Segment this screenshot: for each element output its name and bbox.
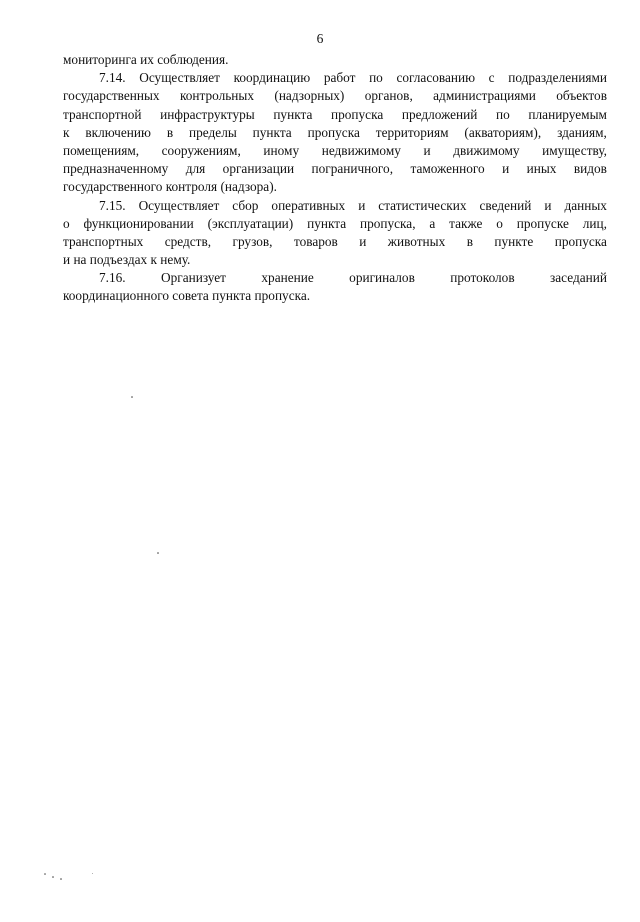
word: пропуске [516, 215, 569, 231]
word: согласованию [396, 70, 476, 86]
word: (эксплуатации) [207, 215, 294, 231]
text-line [63, 269, 607, 287]
word: к [63, 124, 70, 140]
scan-speck [44, 873, 46, 875]
word: в [166, 124, 174, 140]
word: администрациями [433, 88, 536, 104]
word: хранение [261, 270, 314, 286]
scan-speck [131, 396, 133, 398]
word: и [502, 161, 510, 177]
word: пункта [273, 106, 313, 122]
word: и [423, 142, 431, 158]
word: оперативных [271, 197, 346, 213]
word: по [496, 106, 510, 122]
word: территориям [375, 124, 449, 140]
word: предназначенному [63, 161, 169, 177]
word: пропуска, [359, 215, 416, 231]
word: статистических [378, 197, 467, 213]
word: протоколов [450, 270, 515, 286]
word: и [359, 233, 367, 249]
scan-speck [92, 873, 93, 874]
scan-speck [60, 878, 62, 880]
word: иному [263, 142, 300, 158]
word: пункте [494, 233, 534, 249]
word: пункта [307, 215, 347, 231]
text-line [63, 215, 607, 233]
word: органов, [364, 88, 413, 104]
word: о [496, 215, 503, 231]
word: и [358, 197, 366, 213]
word: сведений [479, 197, 532, 213]
scan-speck [52, 876, 54, 878]
word: Организует [161, 270, 226, 286]
word: пропуска [307, 124, 360, 140]
word: для [185, 161, 206, 177]
word: таможенного [410, 161, 485, 177]
word: сооружениям, [161, 142, 241, 158]
text-line [63, 197, 607, 215]
text-line [63, 142, 607, 160]
word: помещениям, [63, 142, 140, 158]
word: (надзорных) [274, 88, 345, 104]
word: 7.14. [99, 70, 126, 86]
word: предложений [401, 106, 478, 122]
word: работ [323, 70, 356, 86]
word: движимому [453, 142, 520, 158]
word: (акваториям), [464, 124, 542, 140]
word: планируемым [528, 106, 607, 122]
text-line [63, 233, 607, 251]
text-line: мониторинга их соблюдения. [63, 52, 229, 67]
word: а [429, 215, 436, 231]
word: функционировании [83, 215, 194, 231]
word: зданиям, [557, 124, 607, 140]
word: 7.15. [99, 197, 126, 213]
word: координацию [233, 70, 311, 86]
word: транспортной [63, 106, 142, 122]
word: животных [387, 233, 446, 249]
word: пропуска [554, 233, 607, 249]
word: сбор [232, 197, 259, 213]
word: включению [85, 124, 151, 140]
word: объектов [556, 88, 607, 104]
page-number: 6 [316, 31, 324, 46]
word: данных [564, 197, 607, 213]
text-line [63, 106, 607, 124]
word: Осуществляет [138, 197, 220, 213]
word: подразделениями [508, 70, 607, 86]
word: иных [526, 161, 557, 177]
text-line: координационного совета пункта пропуска. [63, 288, 311, 304]
word: лиц, [582, 215, 607, 231]
document-body [63, 51, 607, 306]
word: государственных [63, 88, 160, 104]
text-line: и на подъездах к нему. [63, 252, 191, 268]
text-line [63, 69, 607, 87]
word: пограничного, [311, 161, 394, 177]
word: по [369, 70, 383, 86]
word: транспортных [63, 233, 144, 249]
word: и [544, 197, 552, 213]
word: грузов, [232, 233, 273, 249]
text-line [63, 160, 607, 178]
word: пункта [252, 124, 292, 140]
word: товаров [293, 233, 338, 249]
word: недвижимому [321, 142, 401, 158]
word: инфраструктуры [160, 106, 255, 122]
word: также [449, 215, 483, 231]
word: заседаний [550, 270, 607, 286]
word: организации [222, 161, 295, 177]
text-line: государственного контроля (надзора). [63, 179, 277, 195]
text-line [63, 87, 607, 105]
word: оригиналов [349, 270, 415, 286]
word: о [63, 215, 70, 231]
word: контрольных [179, 88, 255, 104]
word: 7.16. [99, 270, 126, 286]
text-line [63, 124, 607, 142]
word: пропуска [331, 106, 384, 122]
word: Осуществляет [139, 70, 220, 86]
word: средств, [164, 233, 212, 249]
word: в [466, 233, 473, 249]
word: с [488, 70, 495, 86]
scan-speck [157, 552, 159, 554]
word: пределы [189, 124, 237, 140]
word: видов [573, 161, 607, 177]
word: имуществу, [542, 142, 607, 158]
